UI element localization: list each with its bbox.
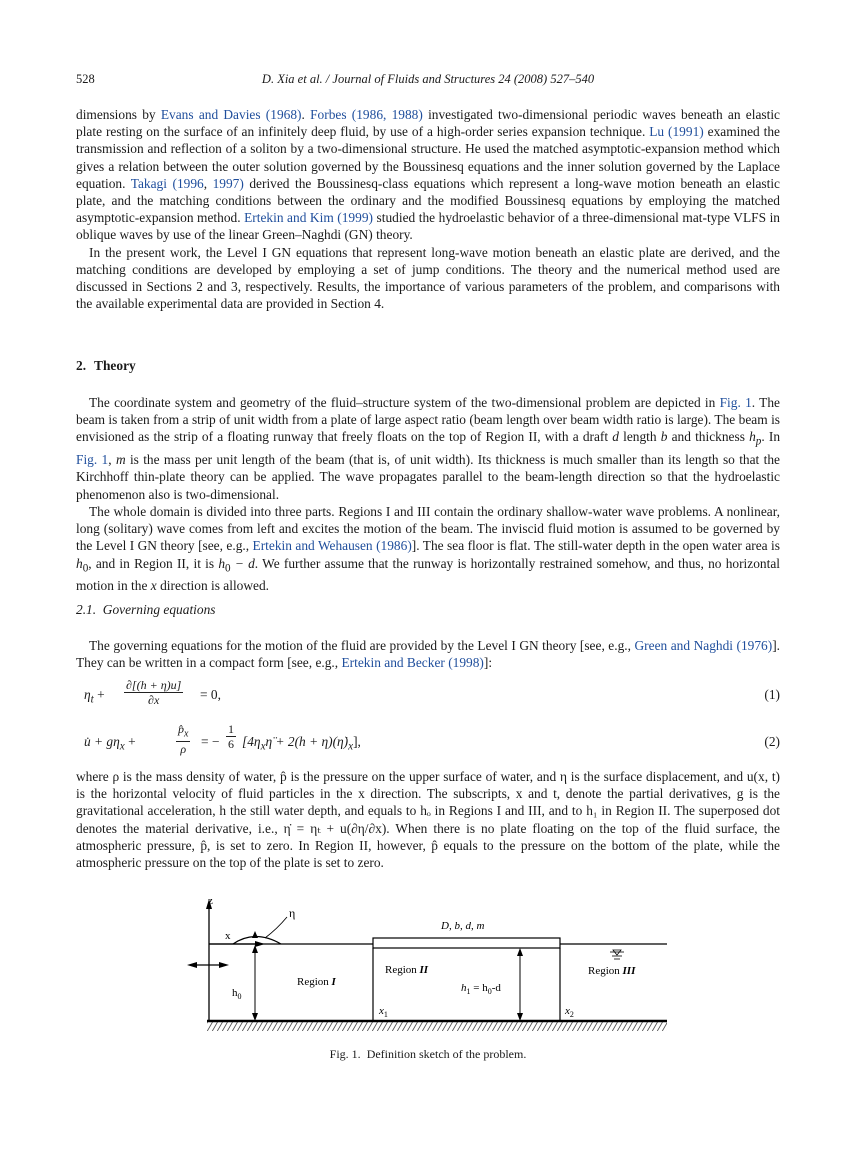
equation-2: u̇ + $g\eta_x$ + $\frac{p̂_x}{\rho}$ = − $\frac{1}{6}$ [$4\eta_x\etä + 2(h$ + $\eta)(\etȧ)_x$], (2) (84, 722, 780, 757)
eta-label: η (289, 906, 296, 920)
section-2-1-text (76, 637, 780, 671)
section-2-paragraph-2: The whole domain is divided into three parts. Regions I and III contain the ordinary shallow-water wave problems. A nonlinear, long (solitary) wave comes from left and excites the motion of the beam. The inviscid fluid motion is assumed to be governed by the Level I GN theory [see, e.g., Ertekin and Wehausen (1986)]. The sea floor is flat. The still-water depth in the open water area is $h_0$, and in Region II, it is $h_0 - d$. We further assume that the runway is horizontally restrained somehow, and thus, no horizontal motion in the x direction is allowed. (76, 503, 780, 594)
intro-paragraph-2: In the present work, the Level I GN equations that represent long-wave motion beneath an elastic plate are derived, and the matching conditions are developed by employing a set of jump conditions. The theory and the numerical method used are discussed in Sections 2 and 3, respectively. Results, the importance of various parameters of the problem, and comparisons with the available experimental data are provided in Section 4. (76, 244, 780, 312)
ref-ertekin-wehausen[interactable]: Ertekin and Wehausen (1986) (252, 538, 412, 554)
ref-forbes[interactable]: Forbes (1986, 1988) (310, 107, 423, 122)
still-water-level-icon (610, 950, 624, 959)
z-label: z (208, 895, 213, 907)
ref-ertekin-kim[interactable]: Ertekin and Kim (1999) (244, 210, 373, 226)
x-axis-arrowhead (255, 941, 265, 947)
equation-1: $\eta_t$ + $\frac{\partial[(h + \eta)u]}{\partial x}$ = 0, (1) (84, 678, 780, 707)
floating-plate (373, 938, 560, 948)
section-2-1-paragraph-1: The governing equations for the motion of the fluid are provided by the Level I GN theory [see, e.g., Green and Naghdi (1976)]. They can be written in a compact form [see, e.g., Ertekin and Becker (1998)]: (76, 638, 781, 671)
section-2-1-heading: 2.1. Governing equations (76, 602, 216, 617)
page-number: 528 (76, 72, 95, 86)
region-1-label: Region I (297, 976, 336, 988)
ref-takagi-1996[interactable]: Takagi (1996 (130, 175, 204, 191)
post-equation-text (76, 768, 780, 871)
ref-takagi-1997[interactable]: 1997) (212, 175, 244, 191)
intro-text (76, 106, 780, 312)
section-2-heading: 2. Theory (76, 358, 136, 373)
post-equation-paragraph: where ρ is the mass density of water, p̂ is the pressure on the upper surface of water, and η is the surface displacement, and u(x, t) is the horizontal velocity of fluid particles in the x direction. The subscripts, x and t, denote the partial derivatives, g is the gravitational acceleration, h the still water depth, and equals to hₒ in Regions I and III, and to h₁ in Region II. The superposed dot denotes the material derivative, i.e., η̇ = ηₜ + u(∂η/∂x). When there is no plate floating on the top of the fluid surface, the atmospheric pressure, p̂, is set to zero. In Region II, however, p̂ equals to the pressure on the bottom of the plate, while the atmospheric pressure on the top of the plate is set to zero. (76, 769, 780, 871)
ref-green-naghdi[interactable]: Green and Naghdi (1976) (634, 638, 773, 653)
equation-2-number: (2) (764, 734, 780, 749)
section-2-text (76, 394, 780, 595)
plate-parameters-label: D, b, d, m (441, 920, 485, 932)
ref-evans-davies[interactable]: Evans and Davies (1968) (160, 107, 302, 122)
h0-label: $h_0$ (232, 987, 242, 1001)
journal-citation: D. Xia et al. / Journal of Fluids and Structures 24 (2008) 527–540 (261, 72, 595, 86)
section-2-paragraph-1: The coordinate system and geometry of the fluid–structure system of the two-dimensional problem are depicted in Fig. 1. The beam is taken from a strip of unit width from a plate of large aspect ratio (beam length over beam width ratio is large). The beam is envisioned as the strip of a floating runway that freely floats on the top of Region II, with a draft d length b and thickness $h_p$. In Fig. 1, m is the mass per unit length of the beam (that is, of unit width). Its thickness is much smaller than its length so that the Kirchhoff thin-plate theory can be applied. The wave propagates parallel to the beam-length direction so that the hydroelastic phenomenon also is two-dimensional. (76, 395, 781, 502)
fig-1-link[interactable]: Fig. 1 (719, 395, 752, 410)
eta-leader-line (265, 917, 287, 938)
x2-label: $x_2$ (565, 1005, 574, 1019)
running-header (76, 72, 780, 88)
region-2-label: Region II (385, 964, 429, 976)
equation-1-number: (1) (764, 687, 780, 702)
ref-lu[interactable]: Lu (1991) (649, 124, 704, 140)
fig-1-link-2[interactable]: Fig. 1 (76, 452, 109, 468)
figure-1-caption: Fig. 1. Definition sketch of the problem. (329, 1047, 527, 1061)
intro-paragraph-1: dimensions by Evans and Davies (1968). Forbes (1986, 1988) investigated two-dimensional periodic waves beneath an elastic plate resting on the surface of an infinitely deep fluid, by use of a high-order series expansion technique. Lu (1991) examined the transmission and reflection of a soliton by a two-dimensional structure. He used the matched asymptotic-expansion method which gives a relation between the outer solution governed by the Boussinesq equations and the inner solution governed by the Laplace equation. Takagi (1996, 1997) derived the Boussinesq-class equations which represent a long-wave motion beneath an elastic plate, and the matching conditions between the ordinary and the modified Boussinesq equations by employing the matched asymptotic-expansion method. Ertekin and Kim (1999) studied the hydroelastic behavior of a three-dimensional mat-type VLFS in oblique waves by use of the linear Green–Naghdi (GN) theory. (76, 107, 780, 243)
sea-floor-hatch (207, 1021, 667, 1031)
ref-ertekin-becker[interactable]: Ertekin and Becker (1998) (341, 655, 484, 671)
region-3-label: Region III (588, 965, 636, 977)
x-label: x (225, 930, 231, 942)
figure-1-sketch (185, 893, 670, 1043)
h1-label: $h_1 = h_0-d$ (461, 982, 501, 996)
x1-label: $x_1$ (379, 1005, 388, 1019)
